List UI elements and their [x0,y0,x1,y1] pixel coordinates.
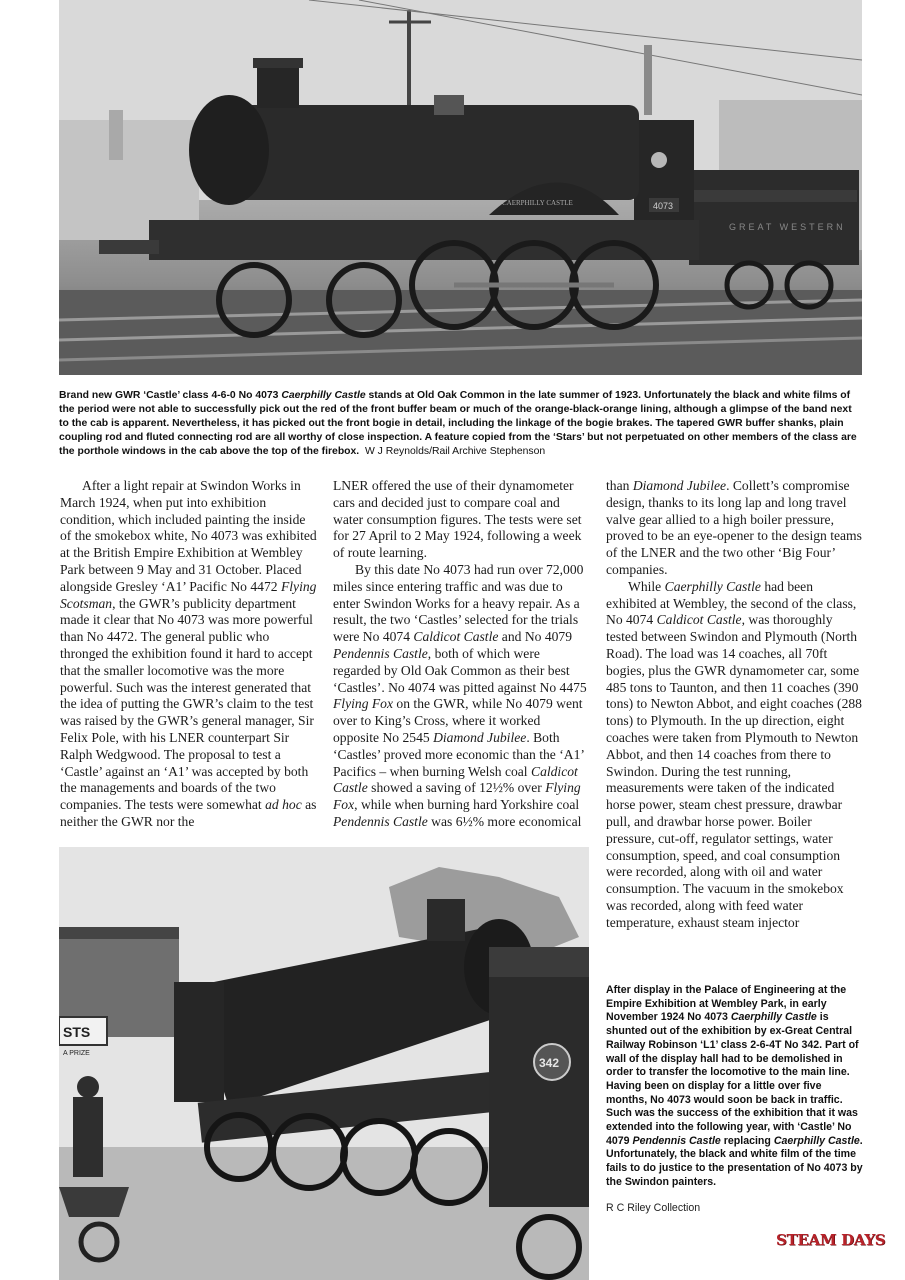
col1-italic-flying-scotsman: Flying Scotsman [60,578,317,611]
top-photo [59,0,862,375]
number-plate: 4073 [653,201,674,211]
col2-text-c: , both of which were regarded by Old Oak Common as their best ‘Castles’. No 4074 was pitted against No 4475 [333,645,587,695]
col2-italic-3: Flying Fox [333,696,394,712]
bottom-caption-text-b: is shunted out of the exhibition by ex-Great Central Railway Robinson ‘L1’ class 2-6-4T No 342. Part of wall of the display hall had to be demolished in order to transfer the locomotive to the main line. Having been on display for a little over five months, No 4073 would soon be back in traffic. Such was the success of the exhibition that it was extended into the following year, with ‘Castle’ No 4079 [606,1011,859,1147]
top-caption-text-1: Brand new GWR ‘Castle’ class 4-6-0 No 4073 [59,390,282,401]
col2-italic-5: Caldicot Castle [333,763,578,796]
article-column-2 [333,478,589,831]
col1-text-c: as neither the GWR nor the [60,797,317,829]
top-photo-credit: W J Reynolds/Rail Archive Stephenson [364,446,546,457]
bottom-photo-credit: R C Riley Collection [606,1202,701,1214]
top-photo-caption [59,389,864,459]
sign-fragment: STS [63,1024,91,1040]
col3-text-c: While [628,578,665,594]
article-column-3 [606,478,862,932]
bottom-caption-text-a: After display in the Palace of Engineering at the Empire Exhibition at Wembley Park, in early November 1924 No 4073 [606,984,847,1024]
col2-text-f: showed a saving of 12½% over [367,780,546,796]
col2-paragraph-1: LNER offered the use of their dynamometer cars and decided just to compare coal and water consumption figures. The tests were set for 27 April to 2 May 1924, following a week of route learning. [333,478,582,561]
bottom-caption-text-d: . Unfortunately, the black and white film of the time fails to do justice to the presentation of No 4073 by the Swindon painters. [606,1134,863,1188]
col3-italic-1: Diamond Jubilee [632,478,727,493]
col3-text-e: , was thoroughly tested between Swindon and Plymouth (North Road). The load was 14 coaches, all 70ft bogies, plus the GWR dynamometer car, some 485 tons to Taunton, and then 11 coaches (390 tons) to Newton Abbot, and eight coaches (288 tons) to Plymouth. In the up direction, eight coaches were taken from Plymouth to Newton Abbot, and then 14 coaches from there to Swindon. During the test running, measurements were taken of the indicated horse power, steam chest pressure, drawbar pull, and drawbar horse power. Boiler pressure, cut-off, regulator settings, water consumption, speed, and coal consumption were recorded, along with oil and water consumption. The vacuum in the smokebox was recorded, along with feed water temperature, exhaust steam injector [606,612,862,930]
col1-italic-ad-hoc: ad hoc [265,797,302,813]
sign-sub: A PRIZE [63,1050,90,1057]
steam-days-logo: STEAM DAYS [776,1231,886,1249]
col2-italic-4: Diamond Jubilee [433,729,527,745]
top-caption-italic-1: Caerphilly Castle [281,390,366,401]
bottom-photo-illustration [59,847,589,1280]
col2-text-h: was 6½% more economical [427,813,582,829]
col2-paragraph-2 [333,562,589,831]
col1-paragraph-1 [60,478,318,831]
col2-text-d: on the GWR, while No 4079 went over to King’s Cross, where it worked opposite No 2545 [333,696,583,745]
tender-lettering: GREAT WESTERN [729,222,846,232]
col2-text-a: By this date No 4073 had run over 72,000 miles since entering traffic and was due to enter Swindon Works for a heavy repair. As a result, the two ‘Castles’ selected for the trials were No 4074 [333,561,584,645]
top-photo-illustration [59,0,862,375]
col2-text-b: and No 4079 [498,629,573,645]
tank-number-plate: 342 [539,1056,560,1070]
col3-text-a: than [606,478,633,493]
col1-text-a: After a light repair at Swindon Works in March 1924, when put into exhibition condition, which included painting the inside of the smokebox white, No 4073 was exhibited at the British Empire Exhibition at Wembley Park between 9 May and 31 October. Placed alongside Gresley ‘A1’ Pacific No 4472 [60,478,317,594]
bottom-caption-italic-1: Caerphilly Castle [730,1011,817,1024]
col1-text-b: , the GWR’s publicity department made it clear that No 4073 was more powerful than No 4472. The general public who thronged the exhibition found it hard to accept that the smaller locomotive was the more powerful. Such was the interest generated that the idea of putting the GWR’s claim to the test was raised by the GWR’s general manager, Sir Felix Pole, with his LNER counterpart Sir Ralph Wedgwood. The proposal to test a ‘Castle’ against an ‘A1’ was accepted by both the managements and boards of the two companies. The tests were somewhat [60,595,314,813]
bottom-photo [59,847,589,1280]
nameplate: CAERPHILLY CASTLE [502,199,573,207]
col3-text-b: . Collett’s compromise design, thanks to its long lap and long travel valve gear allied to a high boiler pressure, proved to be an eye-opener to the design teams of the LNER and the two other ‘Big Four’ companies. [606,478,862,577]
bottom-photo-caption [606,984,864,1190]
col2-italic-2: Pendennis Castle [333,645,428,661]
bottom-caption-italic-3: Caerphilly Castle [773,1134,860,1147]
col3-italic-2: Caerphilly Castle [664,578,761,594]
col2-italic-7: Pendennis Castle [333,813,428,829]
col2-italic-1: Caldicot Castle [413,629,499,645]
col3-text-d: had been exhibited at Wembley, the second of the class, No 4074 [606,578,857,628]
bottom-caption-text-c: replacing [720,1134,774,1147]
article-column-1 [60,478,318,831]
col3-paragraph-2 [606,579,862,932]
col2-text-g: , while when burning hard Yorkshire coal [354,797,580,813]
col2-italic-6: Flying Fox [333,780,581,813]
col2-text-e: . Both ‘Castles’ proved more economic than the ‘A1’ Pacifics – when burning Welsh coal [333,729,584,779]
bottom-caption-italic-2: Pendennis Castle [632,1134,721,1147]
col3-italic-3: Caldicot Castle [656,612,742,628]
top-caption-text-2: stands at Old Oak Common in the late summer of 1923. Unfortunately the black and white films of the period were not able to successfully pick out the red of the front buffer beam or much of the orange-black-orange lining, although a glimpse of the band next to the cab is apparent. Nevertheless, it has picked out the front bogie in detail, including the linkage of the bogie brakes. The tapered GWR buffer shanks, plain coupling rod and fluted connecting rod are all worthy of close inspection. A feature copied from the ‘Stars’ but not perpetuated on other members of the class are the porthole windows in the cab above the top of the firebox. [59,390,857,457]
col3-paragraph-1 [606,478,862,579]
